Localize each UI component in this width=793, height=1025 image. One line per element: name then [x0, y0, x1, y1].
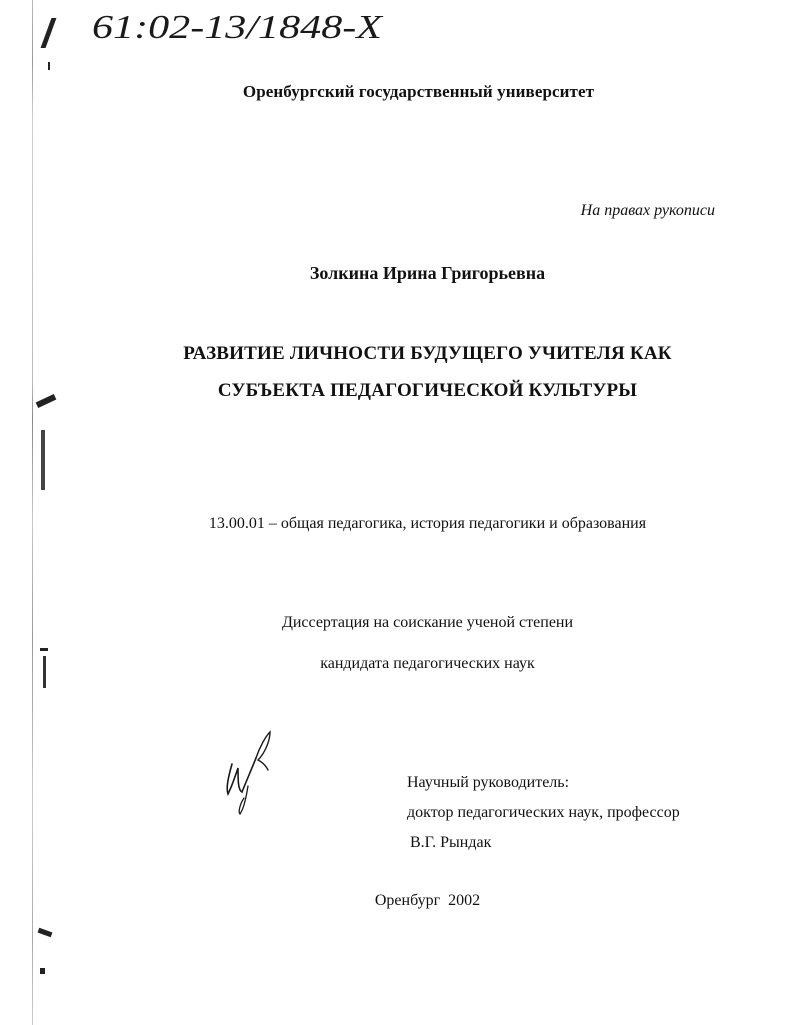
university-name: Оренбургский государственный университет	[242, 82, 595, 101]
binder-mark-top	[41, 18, 57, 48]
dissertation-title-line-1: РАЗВИТИЕ ЛИЧНОСТИ БУДУЩЕГО УЧИТЕЛЯ КАК	[183, 343, 672, 364]
supervisor-label: Научный руководитель:	[407, 774, 570, 791]
city-and-year: Оренбург 2002	[374, 892, 481, 909]
scan-edge-line	[32, 0, 33, 1025]
supervisor-degree: доктор педагогических наук, профессор	[407, 804, 680, 821]
author-name: Золкина Ирина Григорьевна	[309, 263, 546, 283]
specialty-code: 13.00.01 – общая педагогика, история педагогики и образования	[208, 515, 647, 532]
handwritten-signature	[218, 728, 278, 820]
binder-mark-bottom-dot	[40, 968, 45, 974]
binder-mark-top-dot	[48, 62, 50, 70]
degree-line-1: Диссертация на соискание ученой степени	[281, 614, 574, 631]
dissertation-title-line-2: СУБЪЕКТА ПЕДАГОГИЧЕСКОЙ КУЛЬТУРЫ	[217, 380, 638, 401]
degree-line-2: кандидата педагогических наук	[320, 655, 535, 672]
binder-mark-bottom	[38, 928, 53, 937]
signature-stroke-loop	[256, 732, 270, 770]
signature-stroke-main	[227, 758, 256, 794]
binder-mark-middle-stem	[41, 430, 45, 490]
handwritten-archive-number	[92, 4, 392, 50]
archive-number-text: 61:02-13/1848-X	[92, 9, 384, 46]
manuscript-rights-note: На правах рукописи	[580, 202, 715, 219]
supervisor-name: В.Г. Рындак	[410, 834, 492, 851]
binder-mark-lower	[40, 648, 48, 651]
